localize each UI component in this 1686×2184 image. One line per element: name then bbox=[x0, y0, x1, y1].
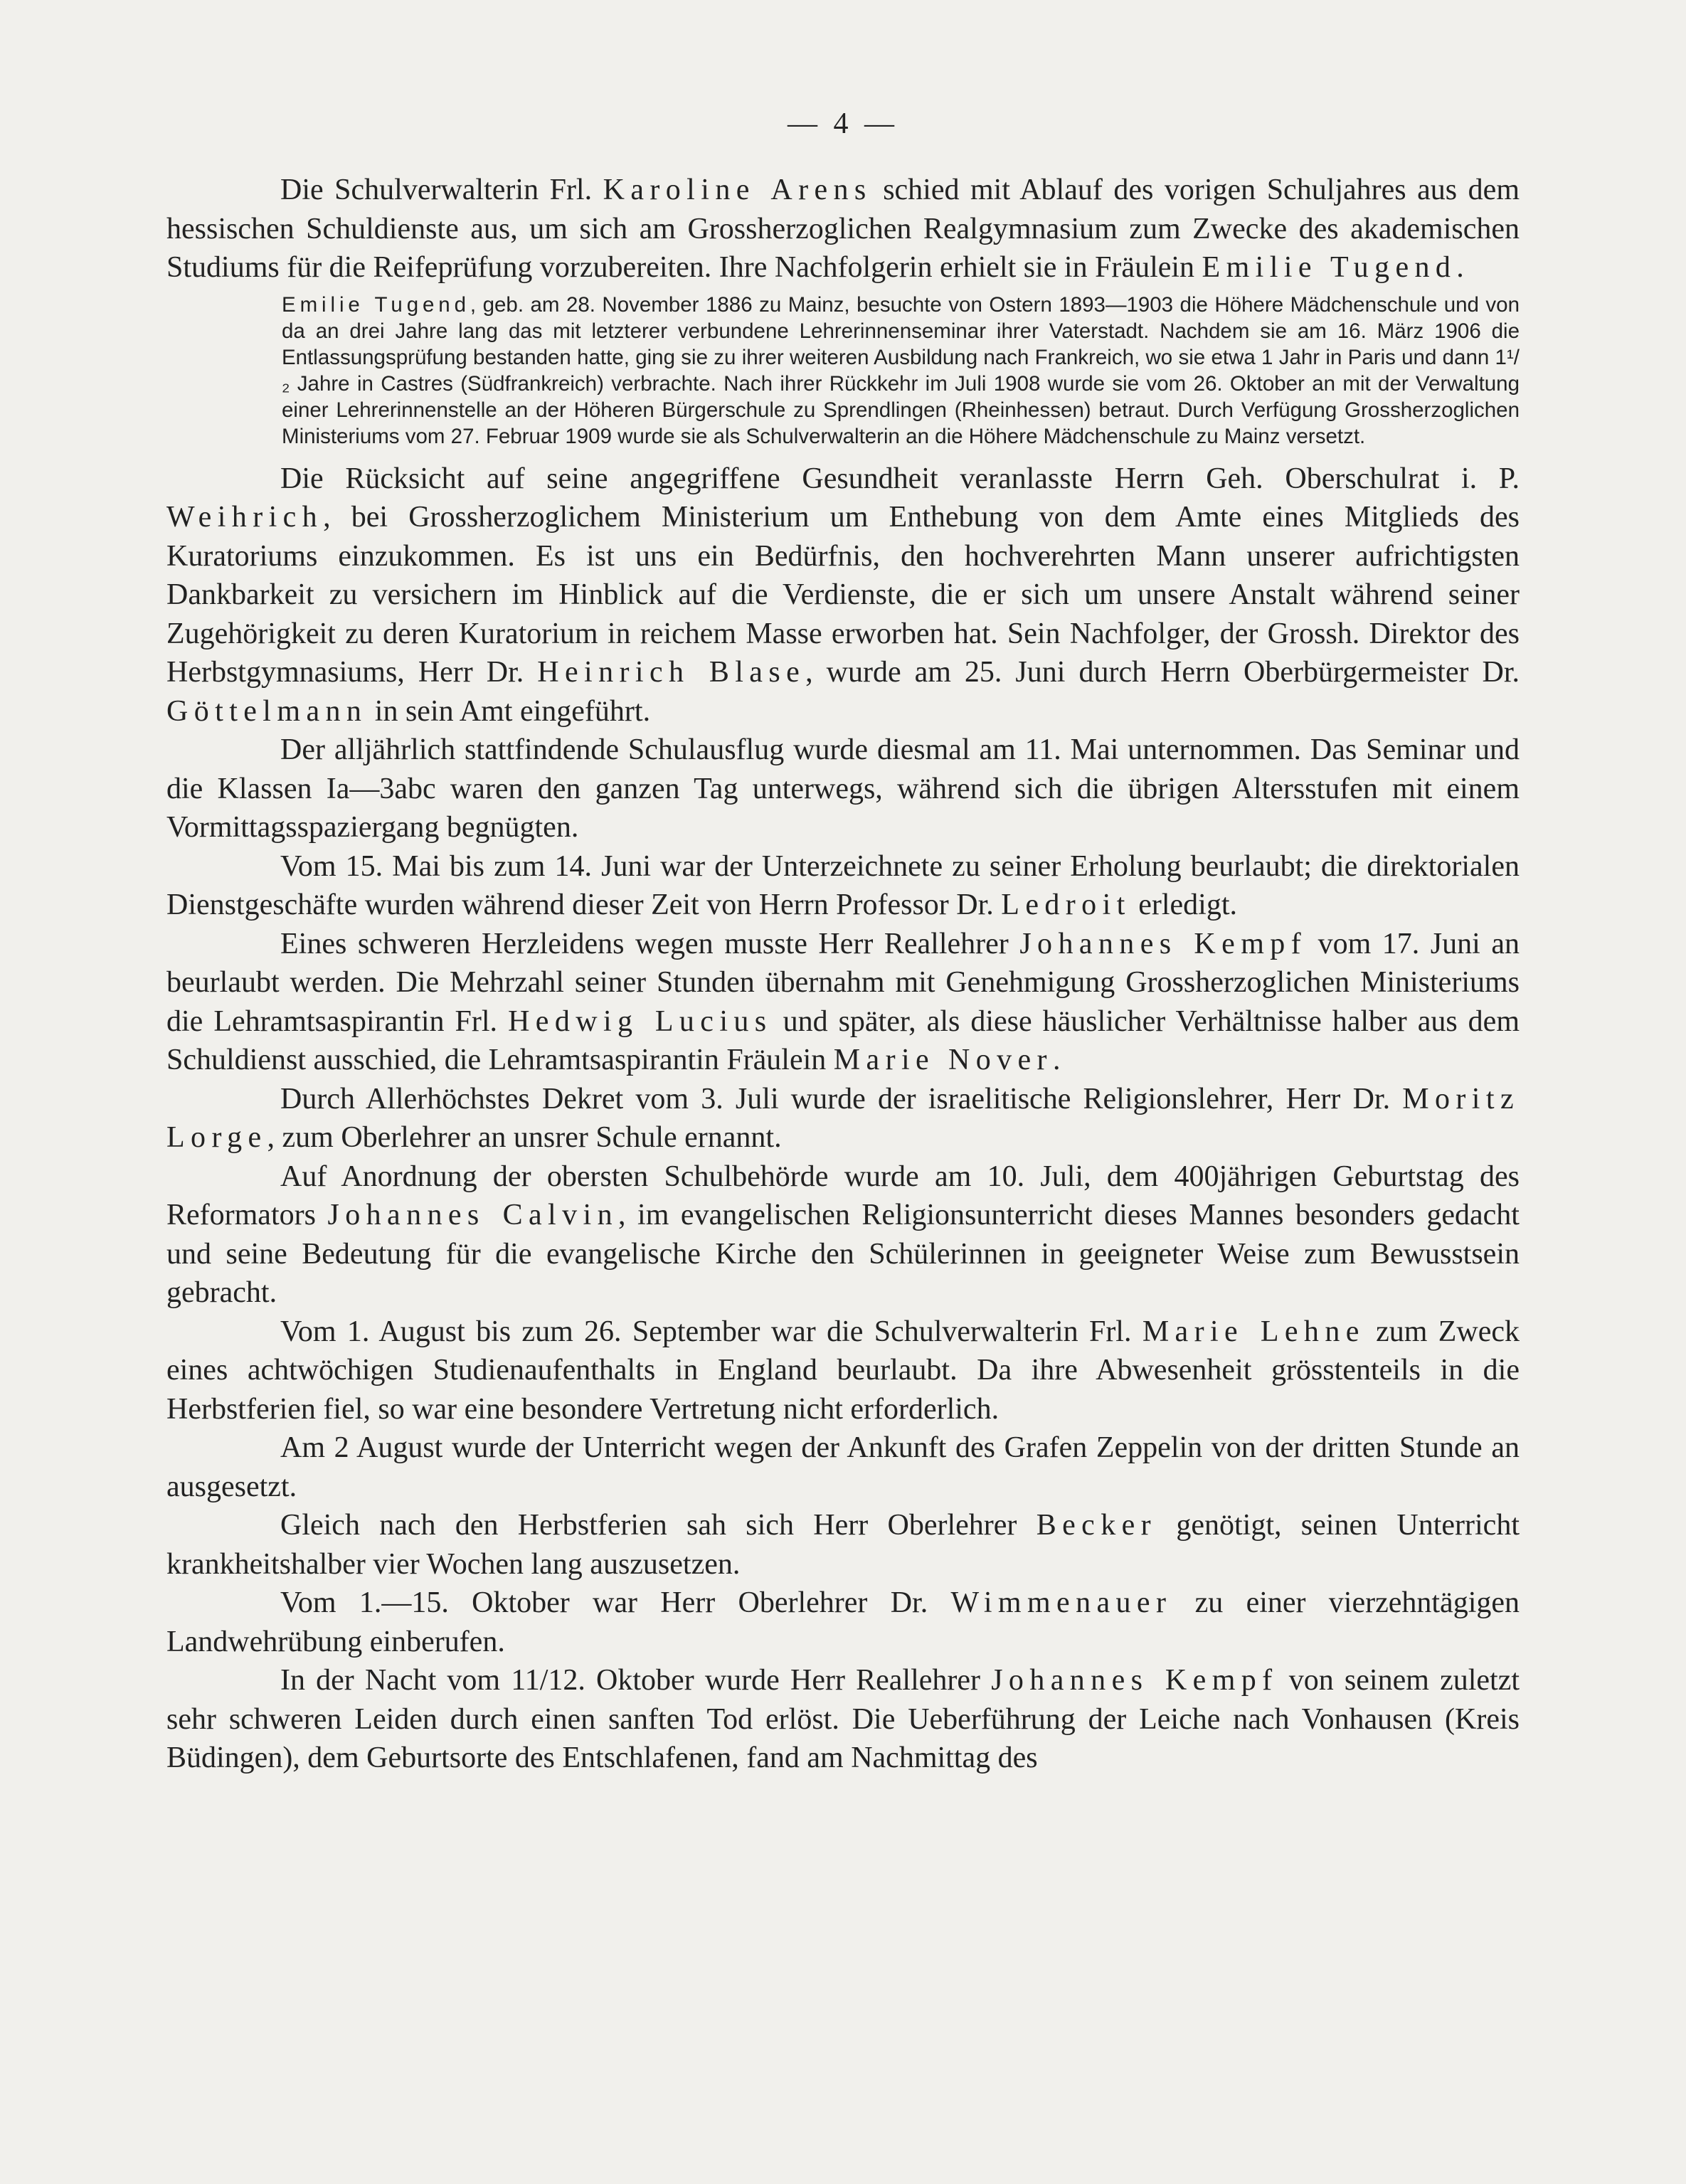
text-run: In der Nacht vom 11/12. Oktober wurde Herr Reallehrer bbox=[280, 1664, 992, 1697]
person-name: Emilie Tugend bbox=[282, 292, 470, 317]
person-name: Johannes Calvin bbox=[327, 1199, 618, 1231]
text-run: . bbox=[1052, 1044, 1061, 1076]
text-run: zu einer vierzehntägigen Landwehrübung einberufen. bbox=[166, 1586, 1520, 1658]
person-name: Moritz Lorge bbox=[166, 1082, 1520, 1154]
paragraph-lehne bbox=[166, 1313, 1520, 1429]
text-run: Eines schweren Herzleidens wegen musste Herr Reallehrer bbox=[280, 927, 1020, 960]
text-run: schied mit Ablauf des vorigen Schuljahres aus dem hessischen Schuldienste aus, um sich am Grossherzoglichen Realgymnasium zum Zwecke des akademischen Studiums für die Reifeprüfung vorzubereiten. Ihre Nachfolgerin erhielt sie in Fräulein bbox=[166, 174, 1520, 284]
paragraph-kempf-tod bbox=[166, 1661, 1520, 1778]
person-name: Göttelmann bbox=[166, 694, 368, 728]
text-run: . bbox=[1456, 251, 1464, 284]
text-run: Auf Anordnung der obersten Schulbehörde wurde am 10. Juli, dem 400jährigen Geburtstag des Reformators bbox=[166, 1160, 1520, 1231]
person-name: Hedwig Lucius bbox=[508, 1004, 773, 1038]
text-run: und später, als diese häuslicher Verhältnisse halber aus dem Schuldienst ausschied, die Lehramtsaspirantin Fräulein bbox=[166, 1004, 1520, 1076]
paragraph-zeppelin bbox=[166, 1428, 1520, 1506]
text-run: erledigt. bbox=[1130, 889, 1237, 921]
text-run: Der alljährlich stattfindende Schulausflug wurde diesmal am 11. Mai unternommen. Das Seminar und die Klassen Ia—3abc waren den ganzen Tag unterwegs, während sich die übrigen Altersstufen mit einem Vormittagsspaziergang begnügten. bbox=[166, 733, 1520, 844]
text-run: Vom 1. August bis zum 26. September war die Schulverwalterin Frl. bbox=[280, 1315, 1142, 1348]
person-name: Marie Lehne bbox=[1142, 1315, 1365, 1348]
paragraph-urlaub-direktor bbox=[166, 847, 1520, 925]
text-run: von seinem zuletzt sehr schweren Leiden durch einen sanften Tod erlöst. Die Ueberführung der Leiche nach Vonhausen (Kreis Büdingen), dem Geburtsorte des Entschlafenen, fand am Nachmittag des bbox=[166, 1664, 1520, 1774]
person-name: Emilie Tugend bbox=[1202, 251, 1457, 284]
text-run: Die Schulverwalterin Frl. bbox=[280, 174, 603, 206]
person-name: Marie Nover bbox=[833, 1044, 1053, 1076]
text-run: vom 17. Juni an beurlaubt werden. Die Mehrzahl seiner Stunden übernahm mit Genehmigung Grossherzoglichen Ministeriums die Lehramtsaspirantin Frl. bbox=[166, 927, 1520, 1038]
paragraph-weihrich bbox=[166, 460, 1520, 731]
person-name: Wimmenauer bbox=[950, 1586, 1172, 1619]
biography-note-tugend bbox=[166, 292, 1520, 450]
paragraph-kempf-urlaub bbox=[166, 925, 1520, 1080]
text-run: Am 2 August wurde der Unterricht wegen der Ankunft des Grafen Zeppelin von der dritten Stunde an ausgesetzt. bbox=[166, 1431, 1520, 1503]
text-run: Durch Allerhöchstes Dekret vom 3. Juli wurde der israelitische Religionslehrer, Herr Dr. bbox=[280, 1082, 1403, 1115]
paragraph-calvin bbox=[166, 1157, 1520, 1313]
text-run: zum Zweck eines achtwöchigen Studienaufenthalts in England beurlaubt. Da ihre Abwesenheit grösstenteils in die Herbstferien fiel, so war eine besondere Vertretung nicht erforderlich. bbox=[166, 1315, 1520, 1426]
document-body bbox=[166, 171, 1520, 1778]
person-name: Heinrich Blase bbox=[537, 656, 806, 689]
text-run: in sein Amt eingeführt. bbox=[367, 694, 651, 728]
text-run: Die Rücksicht auf seine angegriffene Gesundheit veranlasste Herrn Geh. Oberschulrat i. P. bbox=[280, 462, 1520, 495]
person-name: Johannes Kempf bbox=[1019, 927, 1308, 960]
person-name: Karoline Arens bbox=[603, 174, 872, 206]
text-run: Vom 1.—15. Oktober war Herr Oberlehrer Dr. bbox=[280, 1586, 951, 1619]
person-name: Becker bbox=[1036, 1509, 1157, 1542]
text-run: , geb. am 28. November 1886 zu Mainz, besuchte von Ostern 1893—1903 die Höhere Mädchenschule und von da an drei Jahre lang das mit letzterer verbundene Lehrerinnenseminar ihrer Vaterstadt. Nachdem sie am 16. März 1906 die Entlassungsprüfung bestanden hatte, ging sie zu ihrer weiteren Ausbildung nach Frankreich, wo sie etwa 1 Jahr in Paris und dann 1¹/₂ Jahre in Castres (Südfrankreich) verbrachte. Nach ihrer Rückkehr im Juli 1908 wurde sie vom 26. Oktober an mit der Verwaltung einer Lehrerinnenstelle an der Höheren Bürgerschule zu Sprendlingen (Rheinhessen) betraut. Durch Verfügung Grossherzoglichen Ministeriums vom 27. Februar 1909 wurde sie als Schulverwalterin an die Höhere Mädchenschule zu Mainz versetzt. bbox=[282, 292, 1520, 448]
page-number: — 4 — bbox=[788, 107, 898, 140]
text-run: , zum Oberlehrer an unsrer Schule ernannt. bbox=[267, 1121, 782, 1154]
paragraph-lorge bbox=[166, 1080, 1520, 1157]
paragraph-becker bbox=[166, 1506, 1520, 1584]
text-run: genötigt, seinen Unterricht krankheitshalber vier Wochen lang auszusetzen. bbox=[166, 1509, 1520, 1581]
person-name: Johannes Kempf bbox=[991, 1664, 1278, 1697]
paragraph-schulausflug bbox=[166, 731, 1520, 847]
person-name: Ledroit bbox=[1001, 889, 1131, 921]
paragraph-wimmenauer bbox=[166, 1584, 1520, 1661]
text-run: Gleich nach den Herbstferien sah sich Herr Oberlehrer bbox=[280, 1509, 1036, 1542]
paragraph-arens bbox=[166, 171, 1520, 287]
text-run: , im evangelischen Religionsunterricht dieses Mannes besonders gedacht und seine Bedeutung für die evangelische Kirche den Schülerinnen in geeigneter Weise zum Bewusstsein gebracht. bbox=[166, 1199, 1520, 1309]
person-name: Weihrich bbox=[166, 501, 324, 534]
text-run: Vom 15. Mai bis zum 14. Juni war der Unterzeichnete zu seiner Erholung beurlaubt; die direktorialen Dienstgeschäfte wurden während dieser Zeit von Herrn Professor Dr. bbox=[166, 849, 1520, 921]
text-run: , wurde am 25. Juni durch Herrn Oberbürgermeister Dr. bbox=[805, 656, 1520, 689]
text-run: , bei Grossherzoglichem Ministerium um Enthebung von dem Amte eines Mitglieds des Kuratoriums einzukommen. Es ist uns ein Bedürfnis, den hochverehrten Mann unserer aufrichtigsten Dankbarkeit zu versichern im Hinblick auf die Verdienste, die er sich um unsere Anstalt während seiner Zugehörigkeit zu deren Kuratorium in reichem Masse erworben hat. Sein Nachfolger, der Grossh. Direktor des Herbstgymnasiums, Herr Dr. bbox=[166, 501, 1520, 689]
